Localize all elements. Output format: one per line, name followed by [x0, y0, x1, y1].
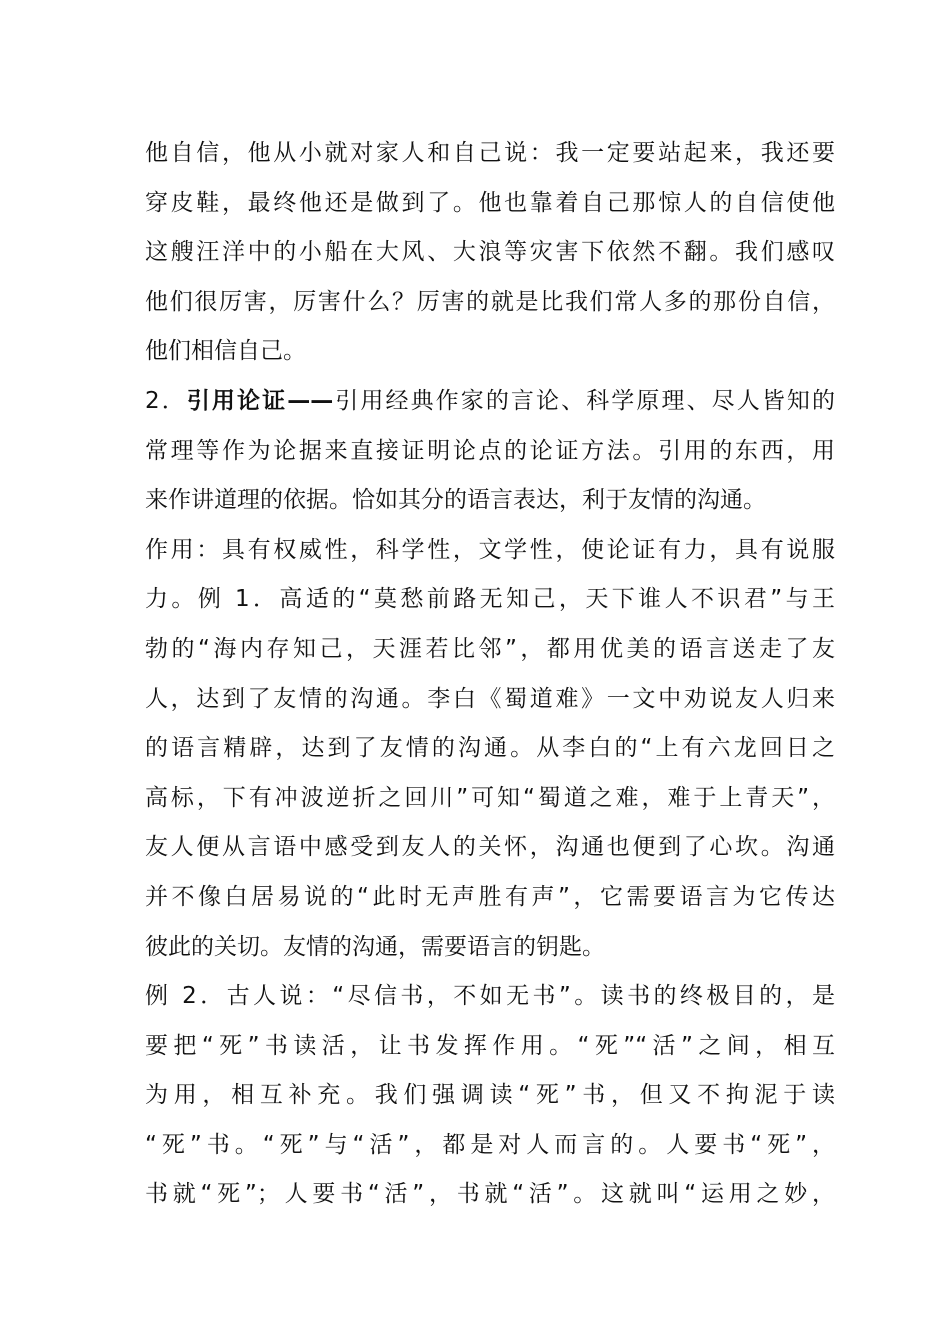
text-line: 的语言精辟，达到了友情的沟通。从李白的“上有六龙回日之: [145, 735, 835, 762]
section-heading-line: [145, 377, 835, 427]
text-line: 人，达到了友情的沟通。李白《蜀道难》一文中劝说友人归来: [145, 685, 835, 712]
text-line: 高标，下有冲波逆折之回川”可知“蜀道之难，难于上青天”，: [145, 784, 835, 811]
text-line: 来作讲道理的依据。恰如其分的语言表达，利于友情的沟通。: [145, 487, 766, 514]
text-line: 他们很厉害，厉害什么？厉害的就是比我们常人多的那份自信，: [145, 288, 835, 315]
body-text: [145, 129, 835, 1220]
section-definition: 引用经典作家的言论、科学原理、尽人皆知的: [333, 387, 836, 414]
text-line: 力。例 1．高适的“莫愁前路无知己，天下谁人不识君”与王: [145, 586, 835, 613]
text-line: 例 2．古人说：“尽信书，不如无书”。读书的终极目的，是: [145, 983, 835, 1010]
text-line: 他自信，他从小就对家人和自己说：我一定要站起来，我还要: [145, 140, 835, 166]
section-number: 2．: [145, 387, 187, 414]
text-line: 友人便从言语中感受到友人的关怀，沟通也便到了心坎。沟通: [145, 834, 835, 861]
text-line: 他们相信自己。: [145, 338, 306, 365]
text-line: 作用：具有权威性，科学性，文学性，使论证有力，具有说服: [145, 536, 835, 563]
text-line: 要把“死”书读活，让书发挥作用。“死”“活”之间，相互: [145, 1032, 835, 1059]
section-term: 引用论证——: [186, 387, 334, 414]
text-line: “死”书。“死”与“活”，都是对人而言的。人要书“死”，: [145, 1131, 835, 1158]
text-line: 勃的“海内存知己，天涯若比邻”，都用优美的语言送走了友: [145, 635, 835, 662]
text-line: 彼此的关切。友情的沟通，需要语言的钥匙。: [145, 933, 605, 960]
text-line: 并不像白居易说的“此时无声胜有声”，它需要语言为它传达: [145, 883, 835, 910]
text-line: 穿皮鞋，最终他还是做到了。他也靠着自己那惊人的自信使他: [145, 189, 835, 216]
text-line: 为用，相互补充。我们强调读“死”书，但又不拘泥于读: [145, 1082, 835, 1109]
text-line: 常理等作为论据来直接证明论点的论证方法。引用的东西，用: [145, 437, 835, 464]
text-line: 书就“死”；人要书“活”，书就“活”。这就叫“运用之妙，: [145, 1181, 835, 1208]
text-line: 这艘汪洋中的小船在大风、大浪等灾害下依然不翻。我们感叹: [145, 239, 835, 266]
